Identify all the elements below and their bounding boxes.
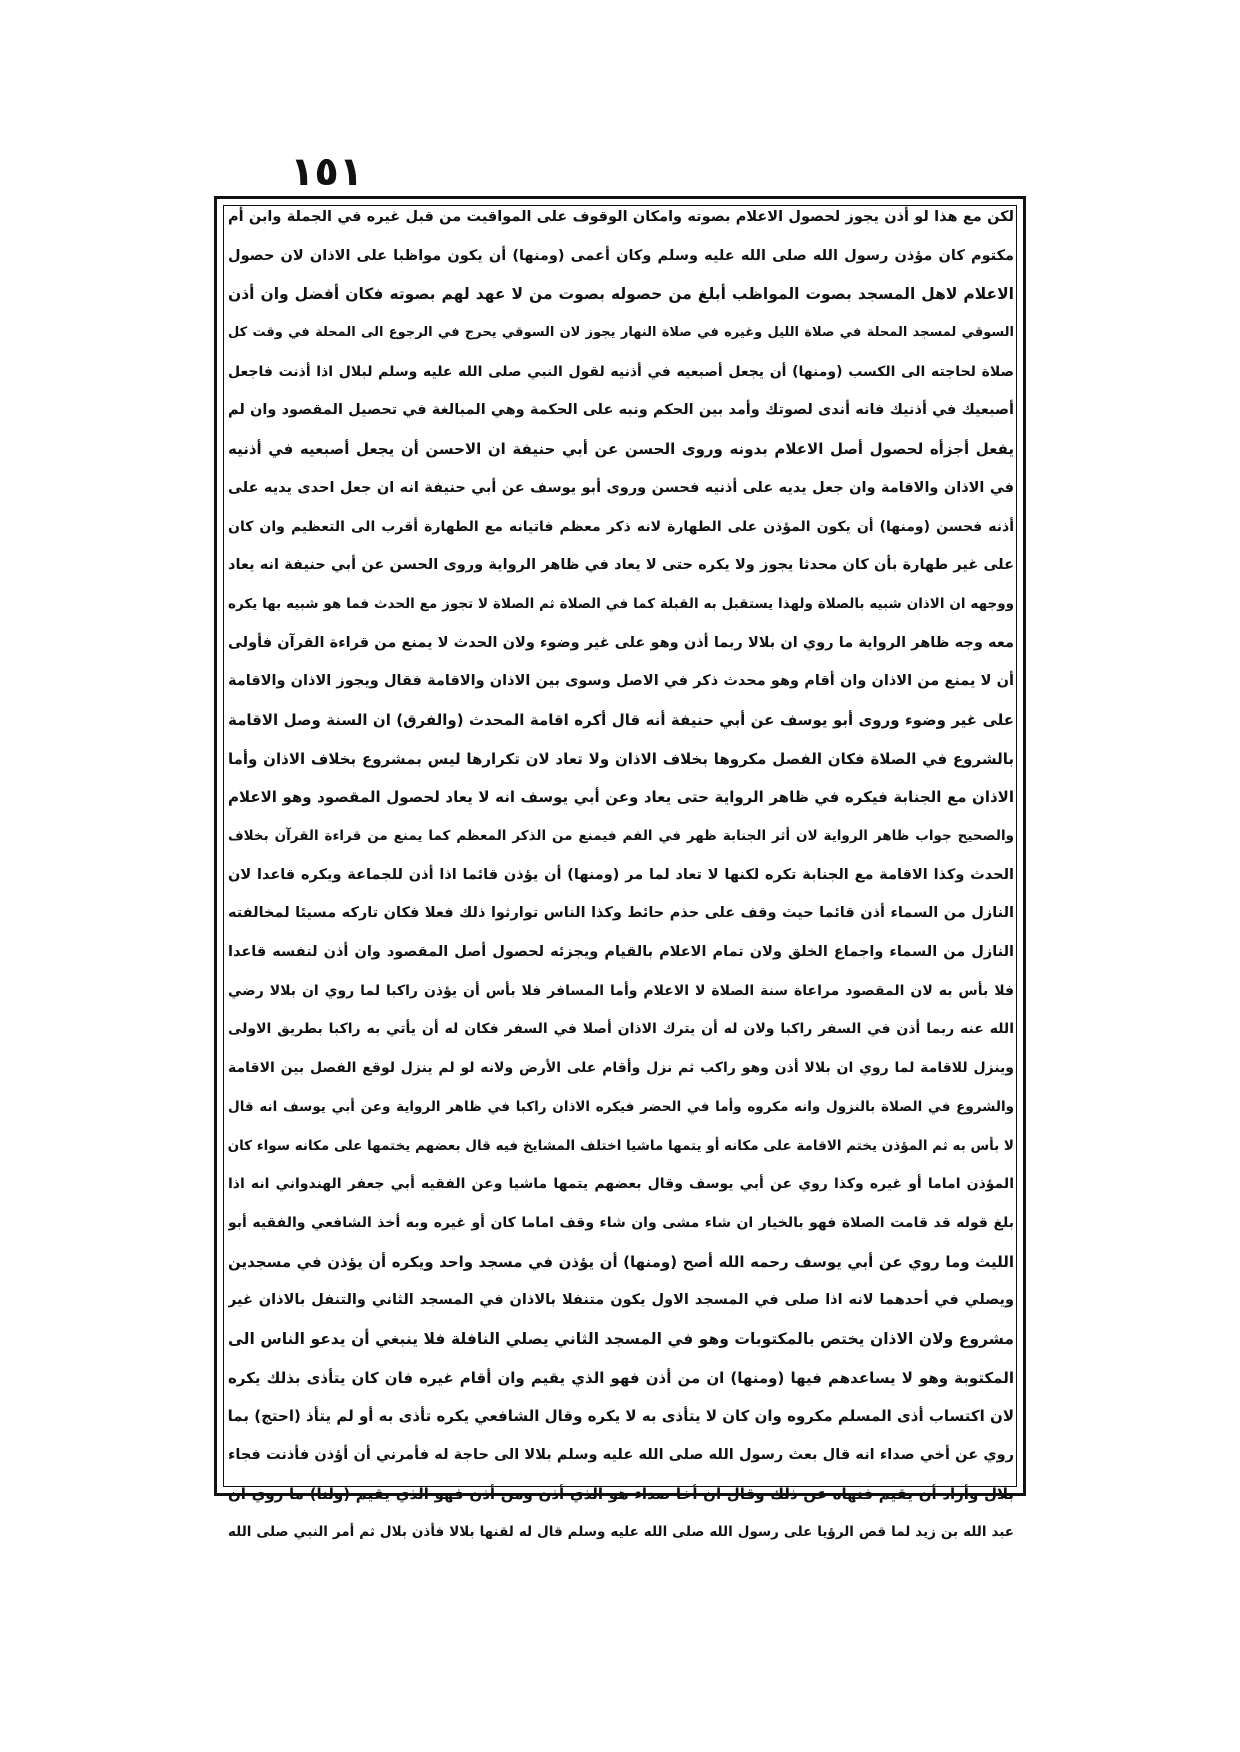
text-line: الله عنه ربما أذن في السفر راكبا ولان له أن يترك الاذان أصلا في السفر فكان له أن يأتي به راكبا بطريق الاولى xyxy=(228,1021,1014,1038)
text-line: عبد الله بن زيد لما قص الرؤيا على رسول الله صلى الله عليه وسلم قال له لقنها بلالا فأذن بلال ثم أمر النبي صلى الله xyxy=(228,1524,1014,1541)
text-line: بالشروع في الصلاة فكان الفصل مكروها بخلاف الاذان ولا تعاد لان تكرارها ليس بمشروع بخلاف الاذان وأما xyxy=(228,749,1014,768)
text-line: النازل من السماء واجماع الخلق ولان تمام الاعلام بالقيام ويجزئه لحصول أصل المقصود وان أذن لنفسه قاعدا xyxy=(228,944,1014,961)
text-line: والشروع في الصلاة بالنزول وانه مكروه وأما في الحضر فيكره الاذان راكبا في ظاهر الرواية وعن أبي يوسف انه قال xyxy=(228,1098,1014,1115)
text-line: الحدث وكذا الاقامة مع الجنابة تكره لكنها لا تعاد لما مر (ومنها) أن يؤذن قائما اذا أذن للجماعة ويكره قاعدا لان xyxy=(228,866,1014,883)
text-line: وينزل للاقامة لما روي ان بلالا أذن وهو راكب ثم نزل وأقام على الأرض ولانه لو لم ينزل لوقع الفصل بين الاقامة xyxy=(228,1060,1014,1077)
text-line: لان اكتساب أذى المسلم مكروه وان كان لا يتأذى به لا يكره وقال الشافعي يكره تأذى به أو لم يتأذ (احتج) بما xyxy=(228,1407,1014,1426)
text-line: بلغ قوله قد قامت الصلاة فهو بالخيار ان شاء مشى وان شاء وقف اماما كان أو غيره وبه أخذ الشافعي والفقيه أبو xyxy=(228,1214,1014,1231)
text-line: على غير وضوء وروى أبو يوسف عن أبي حنيفة أنه قال أكره اقامة المحدث (والفرق) ان السنة وصل الاقامة xyxy=(228,710,1014,729)
text-line: لا بأس به ثم المؤذن يختم الاقامة على مكانه أو يتمها ماشيا اختلف المشايخ فيه قال بعضهم يختمها على مكانه سواء كان xyxy=(228,1137,1014,1154)
text-line: بلال وأراد أن يقيم فنهاه عن ذلك وقال ان أخا صداء هو الذي أذن ومن أذن فهو الذي يقيم (ولنا) ما روي ان xyxy=(228,1484,1014,1503)
text-line: الاذان مع الجنابة فيكره في ظاهر الرواية حتى يعاد وعن أبي يوسف انه لا يعاد لحصول المقصود وهو الاعلام xyxy=(228,788,1014,807)
text-line: في الاذان والاقامة وان جعل يديه على أذنيه فحسن وروى أبو يوسف عن أبي حنيفة انه ان جعل احدى يديه على xyxy=(228,479,1014,496)
text-line: يفعل أجزأه لحصول أصل الاعلام بدونه وروى الحسن عن أبي حنيفة ان الاحسن أن يجعل أصبعيه في أذنيه xyxy=(228,440,1014,459)
text-line: ويصلي في أحدهما لانه اذا صلى في المسجد الاول يكون متنفلا بالاذان في المسجد الثاني والتنفل بالاذان غير xyxy=(228,1292,1014,1309)
text-line: على غير طهارة بأن كان محدثا يجوز ولا يكره حتى لا يعاد في ظاهر الرواية وروى الحسن عن أبي حنيفة انه يعاد xyxy=(228,557,1014,574)
text-line: السوقي لمسجد المحلة في صلاة الليل وغيره في صلاة النهار يجوز لان السوقي يحرج في الرجوع الى المحلة في وقت كل xyxy=(228,325,1014,341)
text-line: ووجهه ان الاذان شبيه بالصلاة ولهذا يستقبل به القبلة كما في الصلاة ثم الصلاة لا تجوز مع الحدث فما هو شبيه بها يكره xyxy=(228,595,1014,612)
text-line: روي عن أخي صداء انه قال بعث رسول الله صلى الله عليه وسلم بلالا الى حاجة له فأمرني أن أؤذن فأذنت فجاء xyxy=(228,1447,1014,1463)
text-body xyxy=(228,198,1014,1541)
text-line: أذنه فحسن (ومنها) أن يكون المؤذن على الطهارة لانه ذكر معظم فاتيانه مع الطهارة أقرب الى التعظيم وان كان xyxy=(228,518,1014,535)
text-line: المؤذن اماما أو غيره وكذا روي عن أبي يوسف وقال بعضهم يتمها ماشيا وعن الفقيه أبي جعفر الهندواني انه اذا xyxy=(228,1176,1014,1193)
text-line: مكتوم كان مؤذن رسول الله صلى الله عليه وسلم وكان أعمى (ومنها) أن يكون مواظبا على الاذان لان حصول xyxy=(228,247,1014,264)
text-line: المكتوبة وهو لا يساعدهم فيها (ومنها) ان من أذن فهو الذي يقيم وان أقام غيره فان كان يتأذى بذلك يكره xyxy=(228,1368,1014,1387)
text-line: الليث وما روي عن أبي يوسف رحمه الله أصح (ومنها) أن يؤذن في مسجد واحد ويكره أن يؤذن في مسجدين xyxy=(228,1252,1014,1271)
text-line: أن لا يمنع من الاذان وان أقام وهو محدث ذكر في الاصل وسوى بين الاذان والاقامة فقال ويجوز الاذان والاقامة xyxy=(228,673,1014,690)
text-line: لكن مع هذا لو أذن يجوز لحصول الاعلام بصوته وامكان الوقوف على المواقيت من قبل غيره في الجملة وابن أم xyxy=(228,209,1014,225)
text-line: صلاة لحاجته الى الكسب (ومنها) أن يجعل أصبعيه في أذنيه لقول النبي صلى الله عليه وسلم لبلال اذا أذنت فاجعل xyxy=(228,363,1014,380)
page-number: ١٥١ xyxy=(290,149,364,195)
text-line: النازل من السماء أذن قائما حيث وقف على حذم حائط وكذا الناس توارثوا ذلك فعلا فكان تاركه مسيئا لمخالفته xyxy=(228,905,1014,922)
text-line: مشروع ولان الاذان يختص بالمكتوبات وهو في المسجد الثاني يصلي النافلة فلا ينبغي أن يدعو الناس الى xyxy=(228,1329,1014,1348)
text-line: أصبعيك في أذنيك فانه أندى لصوتك وأمد بين الحكم ونبه على الحكمة وهي المبالغة في تحصيل المقصود وان لم xyxy=(228,402,1014,419)
text-line: والصحيح جواب ظاهر الرواية لان أثر الجنابة ظهر في الفم فيمنع من الذكر المعظم كما يمنع من قراءة القرآن بخلاف xyxy=(228,828,1014,844)
text-line: الاعلام لاهل المسجد بصوت المواظب أبلغ من حصوله بصوت من لا عهد لهم بصوته فكان أفضل وان أذن xyxy=(228,285,1014,304)
text-line: فلا بأس به لان المقصود مراعاة سنة الصلاة لا الاعلام وأما المسافر فلا بأس أن يؤذن راكبا لما روي ان بلالا رضي xyxy=(228,982,1014,999)
text-line: معه وجه ظاهر الرواية ما روي ان بلالا ربما أذن وهو على غير وضوء ولان الحدث لا يمنع من قراءة القرآن فأولى xyxy=(228,634,1014,651)
